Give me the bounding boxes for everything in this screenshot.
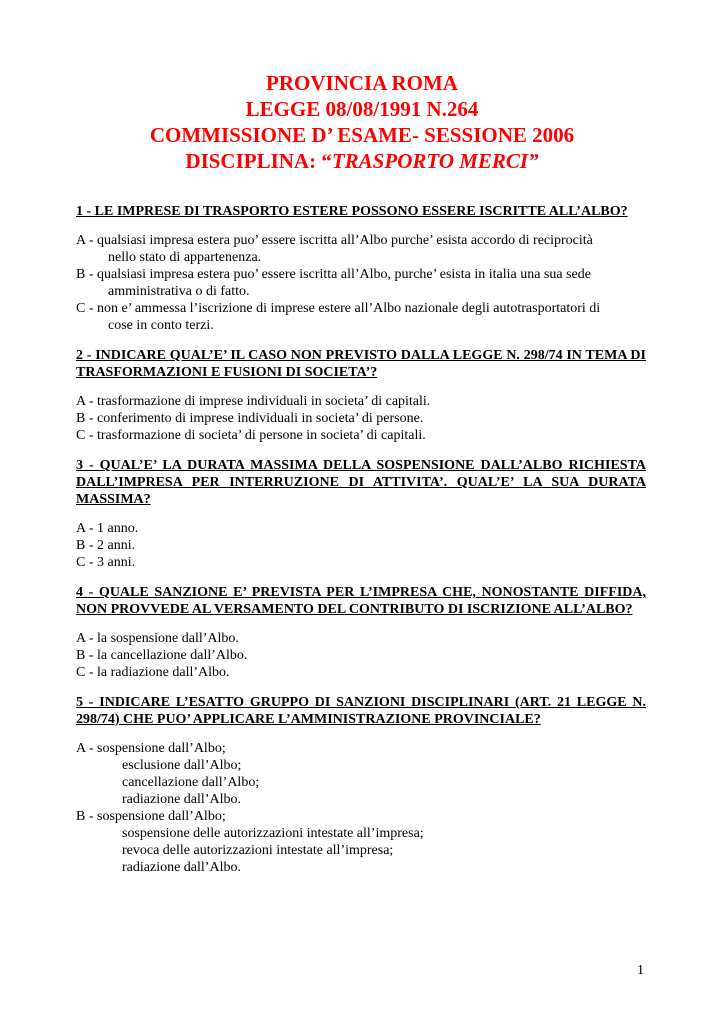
title-line-law: LEGGE 08/08/1991 N.264 xyxy=(245,97,479,121)
question-block xyxy=(76,457,646,571)
question-heading: 3 - QUAL’E’ LA DURATA MASSIMA DELLA SOSPENSIONE DALL’ALBO RICHIESTA DALL’IMPRESA PER INTERRUZIONE DI ATTIVITA’. QUAL’E’ LA SUA DURATA MASSIMA? xyxy=(76,458,646,507)
answer-sub-item: radiazione dall’Albo. xyxy=(122,792,241,807)
answer-option: C - la radiazione dall’Albo. xyxy=(76,665,230,680)
answer-sub-item: esclusione dall’Albo; xyxy=(122,758,242,773)
answer-list xyxy=(76,520,646,571)
answer-option: B - sospensione dall’Albo; sospensione delle autorizzazioni intestate all’impresa; revoca delle autorizzazioni intestate all’impresa; radiazione dall’Albo. xyxy=(76,808,646,876)
question-heading: 1 - LE IMPRESE DI TRASPORTO ESTERE POSSONO ESSERE ISCRITTE ALL’ALBO? xyxy=(76,204,628,219)
question-block xyxy=(76,584,646,681)
answer-option: A - sospensione dall’Albo; esclusione dall’Albo; cancellazione dall’Albo; radiazione dall’Albo. xyxy=(76,740,646,808)
answer-option: C - non e’ ammessa l’iscrizione di imprese estere all’Albo nazionale degli autotrasportatori di cose in conto terzi. xyxy=(76,301,601,333)
answer-list xyxy=(76,630,646,681)
question-heading: 4 - QUALE SANZIONE E’ PREVISTA PER L’IMPRESA CHE, NONOSTANTE DIFFIDA, NON PROVVEDE AL VERSAMENTO DEL CONTRIBUTO DI ISCRIZIONE ALL’ALBO? xyxy=(76,585,646,617)
page-number: 1 xyxy=(637,963,644,978)
answer-option: A - 1 anno. xyxy=(76,521,139,536)
answer-option: C - trasformazione di societa’ di persone in societa’ di capitali. xyxy=(76,428,426,443)
questions-list xyxy=(76,203,646,889)
answer-option: A - la sospensione dall’Albo. xyxy=(76,631,239,646)
question-block xyxy=(76,347,646,444)
answer-sub-item: radiazione dall’Albo. xyxy=(122,860,241,875)
answer-option: B - qualsiasi impresa estera puo’ essere iscritta all’Albo, purche’ esista in italia una sua sede amministrativa o di fatto. xyxy=(76,267,591,299)
answer-option: A - qualsiasi impresa estera puo’ essere iscritta all’Albo purche’ esista accordo di reciprocità nello stato di appartenenza. xyxy=(76,233,593,265)
answer-sub-item: cancellazione dall’Albo; xyxy=(122,775,260,790)
answer-option: B - conferimento di imprese individuali in societa’ di persone. xyxy=(76,411,424,426)
answer-sub-item: sospensione delle autorizzazioni intestate all’impresa; xyxy=(122,826,424,841)
discipline-prefix: DISCIPLINA: “ xyxy=(185,149,332,173)
answer-option: A - trasformazione di imprese individuali in societa’ di capitali. xyxy=(76,394,431,409)
document-title xyxy=(0,70,724,174)
answer-sub-item: revoca delle autorizzazioni intestate all’impresa; xyxy=(122,843,394,858)
answer-list xyxy=(76,232,646,334)
question-heading: 2 - INDICARE QUAL’E’ IL CASO NON PREVISTO DALLA LEGGE N. 298/74 IN TEMA DI TRASFORMAZIONI E FUSIONI DI SOCIETA’? xyxy=(76,348,646,380)
discipline-name: TRASPORTO MERCI” xyxy=(331,149,539,173)
answer-option: B - 2 anni. xyxy=(76,538,136,553)
title-line-commission: COMMISSIONE D’ ESAME- SESSIONE 2006 xyxy=(149,123,575,147)
title-line-discipline xyxy=(0,148,724,174)
answer-option: C - 3 anni. xyxy=(76,555,136,570)
question-block xyxy=(76,694,646,876)
answer-list xyxy=(76,393,646,444)
answer-option: B - la cancellazione dall’Albo. xyxy=(76,648,248,663)
answer-list xyxy=(76,740,646,876)
title-line-province: PROVINCIA ROMA xyxy=(266,71,458,95)
question-block xyxy=(76,203,646,334)
question-heading: 5 - INDICARE L’ESATTO GRUPPO DI SANZIONI DISCIPLINARI (ART. 21 LEGGE N. 298/74) CHE PUO’ APPLICARE L’AMMINISTRAZIONE PROVINCIALE? xyxy=(76,695,646,727)
